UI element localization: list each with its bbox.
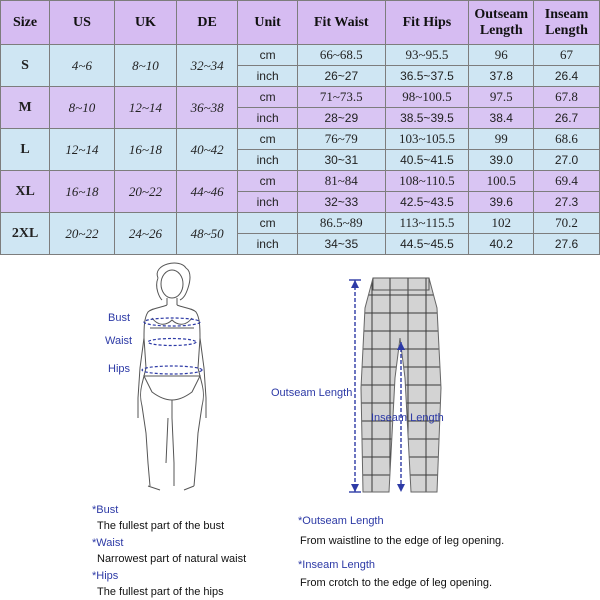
waist-measure-line — [148, 339, 196, 346]
outseam-cell: 37.8 — [469, 66, 534, 87]
outseam-cell: 97.5 — [469, 87, 534, 108]
note-outseam-desc: From waistline to the edge of leg opening. — [300, 535, 505, 547]
header-size: Size — [1, 1, 50, 45]
outseam-cell: 102 — [469, 213, 534, 234]
unit-cell: cm — [238, 129, 298, 150]
unit-cell: inch — [238, 234, 298, 255]
inseam-cell: 27.6 — [534, 234, 600, 255]
outseam-cell: 38.4 — [469, 108, 534, 129]
de-cell: 36~38 — [177, 87, 238, 129]
outseam-cell: 39.6 — [469, 192, 534, 213]
note-hips-term: *Hips — [92, 570, 119, 582]
face-outline — [161, 270, 183, 298]
fit-waist-cell: 66~68.5 — [298, 45, 385, 66]
inseam-label: Inseam Length — [371, 412, 444, 424]
note-waist-term: *Waist — [92, 537, 124, 549]
fit-waist-cell: 30~31 — [298, 150, 385, 171]
fit-waist-cell: 34~35 — [298, 234, 385, 255]
inseam-cell: 67.8 — [534, 87, 600, 108]
waist-label: Waist — [105, 335, 133, 347]
bust-label: Bust — [108, 312, 131, 324]
inseam-cell: 27.0 — [534, 150, 600, 171]
body-figure-illustration — [100, 258, 240, 498]
fit-waist-cell: 28~29 — [298, 108, 385, 129]
uk-cell: 20~22 — [114, 171, 176, 213]
unit-cell: cm — [238, 45, 298, 66]
fit-waist-cell: 86.5~89 — [298, 213, 385, 234]
unit-cell: inch — [238, 150, 298, 171]
header-outseam: Outseam Length — [469, 1, 534, 45]
note-inseam-desc: From crotch to the edge of leg opening. — [300, 577, 493, 589]
table-row — [1, 171, 600, 192]
inseam-cell: 27.3 — [534, 192, 600, 213]
fit-waist-cell: 71~73.5 — [298, 87, 385, 108]
uk-cell: 16~18 — [114, 129, 176, 171]
table-row — [1, 87, 600, 108]
us-cell: 8~10 — [50, 87, 115, 129]
us-cell: 4~6 — [50, 45, 115, 87]
fit-hips-cell: 36.5~37.5 — [385, 66, 469, 87]
bust-measure-line — [144, 318, 200, 326]
fit-waist-cell: 81~84 — [298, 171, 385, 192]
outseam-cell: 100.5 — [469, 171, 534, 192]
de-cell: 48~50 — [177, 213, 238, 255]
inseam-cell: 67 — [534, 45, 600, 66]
note-inseam-term: *Inseam Length — [298, 559, 376, 571]
unit-cell: cm — [238, 87, 298, 108]
inseam-cell: 70.2 — [534, 213, 600, 234]
fit-hips-cell: 38.5~39.5 — [385, 108, 469, 129]
note-bust-desc: The fullest part of the bust — [97, 520, 225, 532]
note-hips-desc: The fullest part of the hips — [97, 586, 224, 598]
fit-hips-cell: 108~110.5 — [385, 171, 469, 192]
inseam-cell: 69.4 — [534, 171, 600, 192]
header-fit-waist: Fit Waist — [298, 1, 385, 45]
us-cell: 12~14 — [50, 129, 115, 171]
torso-outline — [141, 305, 204, 486]
outseam-label: Outseam Length — [271, 387, 353, 399]
outseam-cell: 99 — [469, 129, 534, 150]
uk-cell: 12~14 — [114, 87, 176, 129]
us-cell: 20~22 — [50, 213, 115, 255]
hips-label: Hips — [108, 363, 131, 375]
hips-measure-line — [142, 366, 202, 374]
size-cell: S — [1, 45, 50, 87]
note-outseam-term: *Outseam Length — [298, 515, 384, 527]
size-cell: L — [1, 129, 50, 171]
inseam-cell: 26.4 — [534, 66, 600, 87]
outseam-cell: 39.0 — [469, 150, 534, 171]
size-cell: XL — [1, 171, 50, 213]
table-row — [1, 129, 600, 150]
table-header-row — [1, 1, 600, 45]
note-bust-term: *Bust — [92, 504, 119, 516]
uk-cell: 24~26 — [114, 213, 176, 255]
fit-hips-cell: 44.5~45.5 — [385, 234, 469, 255]
unit-cell: cm — [238, 213, 298, 234]
table-row — [1, 213, 600, 234]
note-waist-desc: Narrowest part of natural waist — [97, 553, 247, 565]
fit-waist-cell: 76~79 — [298, 129, 385, 150]
unit-cell: inch — [238, 108, 298, 129]
size-cell: 2XL — [1, 213, 50, 255]
us-cell: 16~18 — [50, 171, 115, 213]
de-cell: 32~34 — [177, 45, 238, 87]
header-de: DE — [177, 1, 238, 45]
outseam-cell: 40.2 — [469, 234, 534, 255]
header-inseam: Inseam Length — [534, 1, 600, 45]
fit-hips-cell: 40.5~41.5 — [385, 150, 469, 171]
unit-cell: inch — [238, 66, 298, 87]
fit-hips-cell: 42.5~43.5 — [385, 192, 469, 213]
uk-cell: 8~10 — [114, 45, 176, 87]
inseam-cell: 68.6 — [534, 129, 600, 150]
de-cell: 44~46 — [177, 171, 238, 213]
unit-cell: inch — [238, 192, 298, 213]
fit-hips-cell: 103~105.5 — [385, 129, 469, 150]
pants-illustration — [345, 268, 455, 500]
table-row — [1, 45, 600, 66]
de-cell: 40~42 — [177, 129, 238, 171]
fit-hips-cell: 98~100.5 — [385, 87, 469, 108]
size-chart-table — [0, 0, 600, 255]
header-fit-hips: Fit Hips — [385, 1, 469, 45]
fit-waist-cell: 32~33 — [298, 192, 385, 213]
header-unit: Unit — [238, 1, 298, 45]
outseam-cell: 96 — [469, 45, 534, 66]
fit-hips-cell: 93~95.5 — [385, 45, 469, 66]
fit-hips-cell: 113~115.5 — [385, 213, 469, 234]
header-uk: UK — [114, 1, 176, 45]
size-cell: M — [1, 87, 50, 129]
header-us: US — [50, 1, 115, 45]
fit-waist-cell: 26~27 — [298, 66, 385, 87]
unit-cell: cm — [238, 171, 298, 192]
inseam-cell: 26.7 — [534, 108, 600, 129]
